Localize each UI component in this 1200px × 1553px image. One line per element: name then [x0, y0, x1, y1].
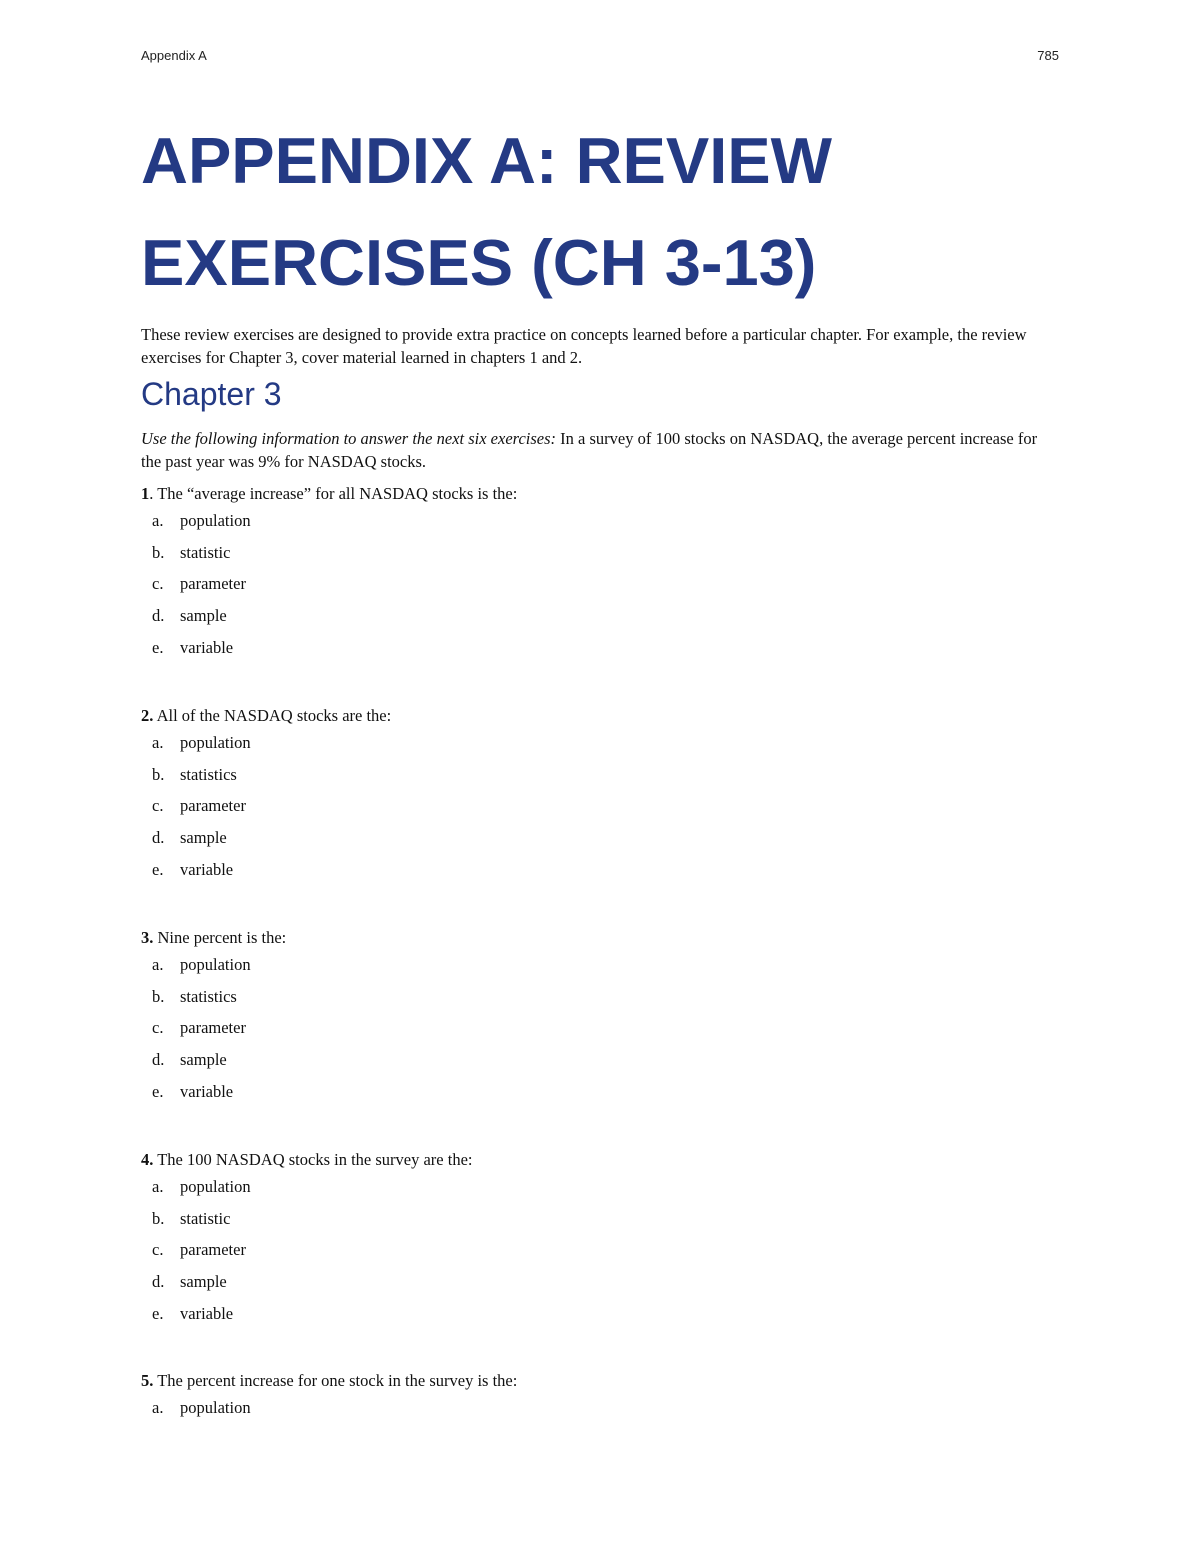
option-list — [141, 727, 1061, 885]
option-letter: d. — [152, 828, 165, 848]
option-letter: a. — [152, 1177, 164, 1196]
option-text: sample — [180, 1050, 227, 1070]
question-text: Nine percent is the: — [153, 928, 287, 947]
option-text: parameter — [180, 796, 246, 816]
option-item — [141, 1392, 1061, 1424]
page-title-line-1: APPENDIX A: REVIEW — [141, 124, 833, 197]
option-letter: e. — [152, 637, 164, 657]
option-item — [141, 600, 1061, 632]
intro-paragraph: These review exercises are designed to provide extra practice on concepts learned before a particular chapter. For example, the review exercises for Chapter 3, cover material learned in chapters 1 and 2. — [141, 325, 1027, 367]
exercise-info-text: In a survey of 100 stocks on NASDAQ, the average percent increase for the past year was 9% for NASDAQ stocks. — [141, 429, 1038, 471]
question-1 — [141, 482, 1061, 663]
page-number: 785 — [1037, 48, 1059, 63]
option-letter: a. — [152, 511, 164, 530]
question-number: 3. — [141, 928, 154, 947]
option-letter: c. — [152, 1018, 164, 1038]
option-letter: a. — [152, 733, 164, 752]
question-number: 5. — [141, 1371, 154, 1390]
option-text: variable — [180, 637, 234, 657]
option-text: sample — [180, 1272, 227, 1292]
page-title-line-2: EXERCISES (CH 3-13) — [141, 226, 817, 299]
option-item — [141, 1076, 1061, 1108]
option-letter: c. — [152, 1240, 164, 1260]
option-item — [141, 1234, 1061, 1266]
question-stem — [141, 926, 1061, 949]
question-stem — [141, 704, 1061, 727]
option-letter: e. — [152, 1303, 164, 1323]
question-text: . The “average increase” for all NASDAQ stocks is the: — [149, 484, 518, 503]
option-item — [141, 727, 1061, 759]
option-letter: a. — [152, 955, 164, 974]
exercise-info-paragraph — [141, 427, 1061, 473]
running-header-left: Appendix A — [141, 48, 207, 63]
option-text: population — [180, 511, 251, 530]
option-text: statistics — [180, 764, 237, 784]
question-text: The percent increase for one stock in the survey is the: — [153, 1371, 518, 1390]
question-2 — [141, 704, 1061, 885]
option-text: variable — [180, 1081, 234, 1101]
page-title — [141, 110, 1071, 314]
option-text: sample — [180, 606, 227, 626]
option-item — [141, 632, 1061, 664]
option-text: statistic — [180, 1208, 231, 1228]
exercise-info-lead: Use the following information to answer the next six exercises: — [141, 429, 557, 448]
option-text: parameter — [180, 574, 246, 594]
question-text: All of the NASDAQ stocks are the: — [153, 706, 392, 725]
option-item — [141, 1171, 1061, 1203]
option-letter: b. — [152, 986, 165, 1006]
chapter-heading: Chapter 3 — [141, 376, 282, 412]
option-item — [141, 981, 1061, 1013]
question-stem — [141, 1148, 1061, 1171]
option-item — [141, 949, 1061, 981]
option-text: parameter — [180, 1240, 246, 1260]
option-letter: d. — [152, 1272, 165, 1292]
question-stem — [141, 1369, 1061, 1392]
option-text: population — [180, 955, 251, 974]
option-item — [141, 759, 1061, 791]
question-number: 1 — [141, 484, 150, 503]
option-text: population — [180, 1177, 251, 1196]
option-letter: a. — [152, 1398, 164, 1417]
option-letter: d. — [152, 1050, 165, 1070]
option-item — [141, 790, 1061, 822]
option-text: parameter — [180, 1018, 246, 1038]
option-list — [141, 1171, 1061, 1329]
question-stem — [141, 482, 1061, 505]
question-number: 2. — [141, 706, 154, 725]
option-letter: d. — [152, 606, 165, 626]
question-text: The 100 NASDAQ stocks in the survey are the: — [153, 1150, 473, 1169]
option-letter: b. — [152, 764, 165, 784]
option-letter: e. — [152, 1081, 164, 1101]
option-item — [141, 537, 1061, 569]
question-number: 4. — [141, 1150, 154, 1169]
option-item — [141, 854, 1061, 886]
option-letter: e. — [152, 859, 164, 879]
option-letter: c. — [152, 574, 164, 594]
option-text: population — [180, 1398, 251, 1417]
option-list — [141, 505, 1061, 663]
question-5 — [141, 1369, 1061, 1424]
option-text: variable — [180, 1303, 234, 1323]
option-text: statistic — [180, 542, 231, 562]
option-item — [141, 822, 1061, 854]
option-item — [141, 1044, 1061, 1076]
option-letter: b. — [152, 1208, 165, 1228]
option-list — [141, 949, 1061, 1107]
option-letter: b. — [152, 542, 165, 562]
option-item — [141, 568, 1061, 600]
option-text: population — [180, 733, 251, 752]
option-item — [141, 505, 1061, 537]
option-text: statistics — [180, 986, 237, 1006]
option-text: variable — [180, 859, 234, 879]
option-letter: c. — [152, 796, 164, 816]
option-item — [141, 1012, 1061, 1044]
option-item — [141, 1298, 1061, 1330]
question-4 — [141, 1148, 1061, 1329]
option-text: sample — [180, 828, 227, 848]
question-3 — [141, 926, 1061, 1107]
option-item — [141, 1203, 1061, 1235]
option-item — [141, 1266, 1061, 1298]
option-list — [141, 1392, 1061, 1424]
